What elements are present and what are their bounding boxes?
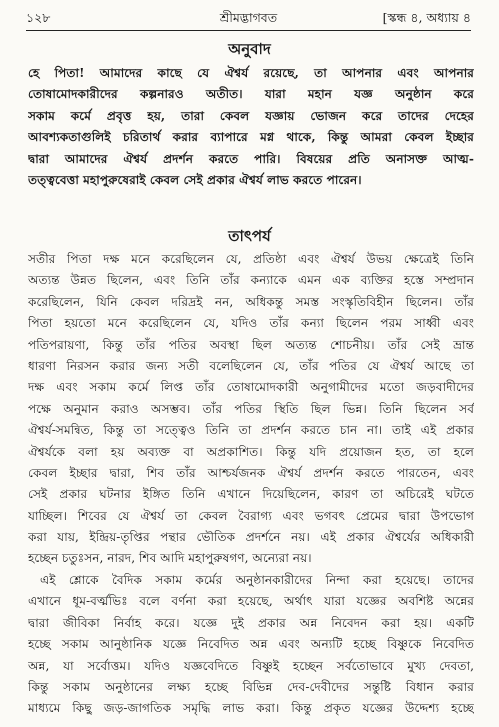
purport-heading: তাৎপর্য: [228, 227, 271, 245]
page-number: ১২৮: [26, 10, 51, 25]
purport-line: ঐশ্বর্য-সমন্বিত, কিন্তু তা সত্ত্বেও তিনি তা প্রদর্শন করতে চান না। তাই এই প্রকার: [28, 423, 474, 438]
translation-line: সকাম কর্মে প্রবৃত্ত হয়, তারা কেবল যজ্ঞায় ভোজন করে তাদের দেহের: [28, 108, 474, 123]
purport-line: দক্ষ এবং সকাম কর্মে লিপ্ত তাঁর তোষামোদকারী অনুগামীদের মতো জড়বাদীদের: [28, 380, 474, 395]
purport-line: এখানে ধূম-বর্ত্মভিঃ বলে বর্ণনা করা হয়েছে, অর্থাৎ যারা যজ্ঞের অবশিষ্ট অন্নের: [28, 594, 474, 609]
purport-line: অত্যন্ত উন্নত ছিলেন, এবং তিনি তাঁর কন্যাকে এমন এক ব্যক্তির হস্তে সম্প্রদান: [28, 273, 474, 288]
page-header: [26, 8, 471, 31]
chapter-reference: [স্কন্ধ ৪, অধ্যায় ৪: [382, 10, 471, 25]
purport-line: পতিপরায়ণা, কিন্তু তাঁর পতির অবস্থা ছিল অত্যন্ত শোচনীয়। তাঁর সেই ভ্রান্ত: [28, 337, 474, 352]
purport-line: যাচ্ছিল। শিবের যে ঐশ্বর্য তা কেবল বৈরাগ্য এবং ভগবৎ প্রেমের দ্বারা উপভোগ: [28, 508, 474, 523]
purport-line: ধারণা নিরসন করার জন্য সতী বলেছিলেন যে, তাঁর পতির যে ঐশ্বর্য আছে তা: [28, 358, 474, 373]
purport-line: এই শ্লোকে বৈদিক সকাম কর্মের অনুষ্ঠানকারীদের নিন্দা করা হয়েছে। তাদের: [40, 573, 474, 587]
purport-paragraph-1: [28, 249, 474, 570]
purport-line: হচ্ছে সকাম আনুষ্ঠানিক যজ্ঞে নিবেদিত অন্ন এবং অন্যটি হচ্ছে বিষ্ণুকে নিবেদিত: [28, 637, 474, 652]
purport-line: কেবল ইচ্ছার দ্বারা, শিব তাঁর আশ্চর্যজনক ঐশ্বর্য প্রদর্শন করতে পারতেন, এবং: [28, 465, 474, 480]
translation-line: হে পিতা! আমাদের কাছে যে ঐশ্বর্য রয়েছে, তা আপনার এবং আপনার: [28, 66, 474, 80]
translation-line: তোষামোদকারীদের কল্পনারও অতীত। যারা মহান যজ্ঞ অনুষ্ঠান করে: [28, 87, 474, 102]
purport-line: ঐশ্বর্যকে বলা হয় অব্যক্ত বা অপ্রকাশিত। কিন্তু যদি প্রয়োজন হত, তা হলে: [28, 444, 474, 459]
purport-paragraph-2: [28, 570, 474, 720]
translation-line: আবশ্যকতাগুলিই চরিতার্থ করার ব্যাপারে মগ্ন থাকে, কিন্তু আমরা কেবল ইচ্ছার: [28, 130, 474, 145]
purport-line: দ্বারা জীবিকা নির্বাহ করে। যজ্ঞে দুই প্রকার অন্ন নিবেদন করা হয়। একটি: [28, 615, 474, 630]
purport-line: করা যায়, ইন্দ্রিয়-তৃপ্তির পন্থার ভৌতিক প্রদর্শনে নয়। এই প্রকার ঐশ্বর্যের অধিকারী: [28, 530, 474, 545]
purport-line: পিতা হয়তো মনে করেছিলেন যে, যদিও তাঁর কন্যা ছিলেন পরম সাধ্বী এবং: [28, 316, 474, 331]
book-title: শ্রীমদ্ভাগবত: [219, 10, 278, 25]
translation-text: [28, 63, 474, 191]
translation-line: দ্বারা আমাদের ঐশ্বর্য প্রদর্শন করতে পারি। বিষয়ের প্রতি অনাসক্ত আত্ম-: [28, 151, 474, 166]
purport-line: করেছিলেন, যিনি কেবল দরিদ্রই নন, অধিকন্তু সমস্ত সংস্কৃতিবিহীন ছিলেন। তাঁর: [28, 294, 474, 309]
purport-line: মাধ্যমে কিছু জড়-জাগতিক সমৃদ্ধি লাভ করা। কিন্তু প্রকৃত যজ্ঞের উদ্দেশ্য হচ্ছে: [28, 701, 474, 716]
translation-line: তত্ত্ববেত্তা মহাপুরুষেরাই কেবল সেই প্রকার ঐশ্বর্য লাভ করতে পারেন।: [28, 172, 362, 187]
translation-heading: অনুবাদ: [228, 40, 271, 58]
purport-line: কিন্তু সকাম অনুষ্ঠানের লক্ষ্য হচ্ছে বিভিন্ন দেব-দেবীদের সন্তুষ্টি বিধান করার: [28, 679, 474, 694]
purport-line: সতীর পিতা দক্ষ মনে করেছিলেন যে, প্রতিষ্ঠা এবং ঐশ্বর্য উভয় ক্ষেত্রেই তিনি: [28, 252, 474, 266]
purport-line: হচ্ছেন চতুঃসন, নারদ, শিব আদি মহাপুরুষগণ, অন্যেরা নয়।: [28, 551, 312, 566]
purport-line: পক্ষে অনুমান করাও অসম্ভব। তাঁর পতির স্থিতি ছিল ভিন্ন। তিনি ছিলেন সর্ব: [28, 401, 474, 416]
purport-line: অন্ন, যা সর্বোত্তম। যদিও যজ্ঞবেদিতে বিষ্ণুই হচ্ছেন সর্বতোভাবে মুখ্য দেবতা,: [28, 658, 474, 673]
purport-line: সেই প্রকার ঘটনার ইঙ্গিত তিনি এখানে দিয়েছিলেন, কারণ তা অচিরেই ঘটতে: [28, 487, 474, 502]
